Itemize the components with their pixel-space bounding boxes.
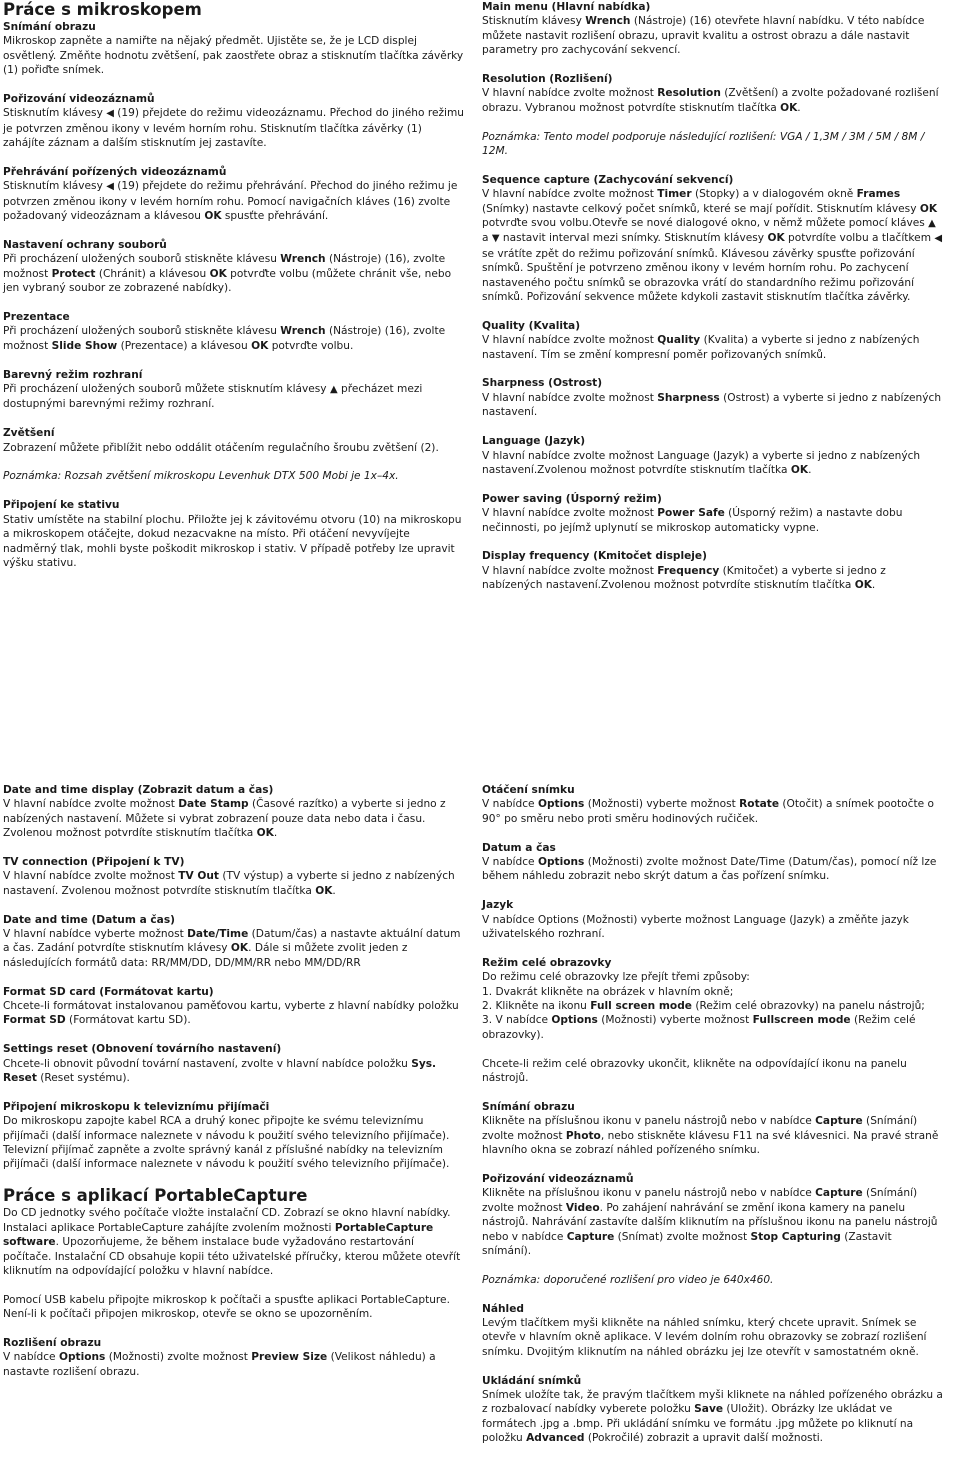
section-text: Chcete-li formátovat instalovanou paměťovou kartu, vyberte z hlavní nabídky položku Format SD (Formátovat kartu SD). xyxy=(3,1000,459,1027)
section-image-capture xyxy=(3,20,465,78)
section-heading: Jazyk xyxy=(482,899,514,912)
section-video-capture xyxy=(482,1172,944,1258)
section-heading: Náhled xyxy=(482,1302,524,1315)
section-date-time xyxy=(3,913,465,971)
column-settings-software xyxy=(3,783,465,1394)
install-text: Do CD jednotky svého počítače vložte instalační CD. Zobrazí se okno hlavní nabídky. Instalaci aplikace PortableCapture zahájíte zvolením možnosti PortableCapture software. Upozorňujeme, že během instalace bude vyžadováno restartování počítače. Instalační CD obsahuje kopii této uživatelské příručky, kterou můžete otevřít kliknutím na odpovídající položku v hlavní nabídce. xyxy=(3,1207,461,1277)
section-heading: Date and time (Datum a čas) xyxy=(3,913,175,926)
section-heading: Rozlišení obrazu xyxy=(3,1336,102,1349)
list-item: 2. Klikněte na ikonu Full screen mode (Režim celé obrazovky) na panelu nástrojů; xyxy=(482,1000,925,1013)
section-sharpness xyxy=(482,376,944,419)
section-text: V nabídce Options (Možnosti) zvolte možnost Preview Size (Velikost náhledu) a nastavte rozlišení obrazu. xyxy=(3,1351,436,1378)
section-heading: Quality (Kvalita) xyxy=(482,319,581,332)
section-language-sw xyxy=(482,898,944,941)
section-heading: Přehrávání pořízených videozáznamů xyxy=(3,166,227,179)
section-heading: Language (Jazyk) xyxy=(482,435,586,448)
section-text: Klikněte na příslušnou ikonu v panelu nástrojů nebo v nabídce Capture (Snímání) zvolte možnost Video. Po zahájení nahrávání se změní ikona kamery na panelu nástrojů. Nahrávání zastavíte dalším kliknutím na příslušnou ikonu na panelu nástrojů nebo v nabídce Capture (Snímat) zvolte možnost Stop Capturing (Zastavit snímání). xyxy=(482,1187,938,1257)
section-main-menu xyxy=(482,0,944,58)
section-text: V hlavní nabídce vyberte možnost Date/Time (Datum/čas) a nastavte aktuální datum a čas. Zadání potvrdíte stisknutím klávesy OK. Dále si můžete zvolit jeden z následujících formátů data: RR/MM/DD, DD/MM/RR nebo MM/DD/RR xyxy=(3,928,461,969)
fullscreen-steps xyxy=(482,985,944,1043)
section-text: V hlavní nabídce zvolte možnost Sharpness (Ostrost) a vyberte si jedno z nabízených nastavení. xyxy=(482,391,942,419)
section-video-recording xyxy=(3,92,465,151)
video-resolution-note: Poznámka: doporučené rozlišení pro video je 640x460. xyxy=(482,1273,774,1286)
section-language xyxy=(482,434,944,477)
section-heading: Format SD card (Formátovat kartu) xyxy=(3,985,214,998)
section-text: Levým tlačítkem myši klikněte na náhled snímku, který chcete upravit. Snímek se otevře v hlavním okně aplikace. V levém dolním rohu obrazovky se zobrazí rozlišení snímku. Dvojitým kliknutím na náhled obrázku jej lze otevřít v samostatném okně. xyxy=(482,1316,927,1358)
section-display-frequency xyxy=(482,549,944,592)
section-heading: Main menu (Hlavní nabídka) xyxy=(482,1,651,13)
section-heading: Připojení ke stativu xyxy=(3,499,120,512)
section-tv-receiver xyxy=(3,1100,465,1172)
section-date-stamp xyxy=(3,783,465,841)
section-heading: Sharpness (Ostrost) xyxy=(482,377,603,390)
section-color-mode xyxy=(3,368,465,412)
section-settings-reset xyxy=(3,1042,465,1085)
section-heading: Snímání obrazu xyxy=(3,21,96,33)
section-video-playback xyxy=(3,165,465,224)
section-text: Snímek uložíte tak, že pravým tlačítkem myši kliknete na náhled pořízeného obrázku a z rozbalovací nabídky vyberete položku Save (Uložit). Obrázky lze ukládat ve formátech .jpg a .bmp. Při ukládání snímku ve formátu .jpg můžete po kliknutí na položku Advanced (Pokročilé) zobrazit a upravit další možnosti. xyxy=(482,1388,943,1445)
section-text: V hlavní nabídce zvolte možnost Date Stamp (Časové razítko) a vyberte si jedno z nabízených nastavení. Můžete si vybrat zobrazení pouze data nebo data i času. Zvolenou možnost potvrdíte stisknutím tlačítka OK. xyxy=(3,798,446,840)
up-arrow-icon: ▲ xyxy=(928,218,936,230)
section-saving xyxy=(482,1374,944,1446)
section-heading: Otáčení snímku xyxy=(482,784,575,796)
section-text: V hlavní nabídce zvolte možnost TV Out (TV výstup) a vyberte si jedno z nabízených nastavení. Zvolenou možnost potvrdíte stisknutím tlačítka OK. xyxy=(3,870,455,897)
portablecapture-title: Práce s aplikací PortableCapture xyxy=(3,1186,308,1206)
section-photo-capture xyxy=(482,1100,944,1158)
section-heading: Pořizování videozáznamů xyxy=(3,93,155,106)
section-preview xyxy=(482,1302,944,1360)
section-heading: Date and time display (Zobrazit datum a čas) xyxy=(3,784,274,796)
section-text: Stisknutím klávesy ◀ (19) přejdete do režimu přehrávání. Přechod do jiného režimu je potvrzen změnou ikony v levém horním rohu. Pomocí navigačních kláves (16) zvolte požadovaný videozáznam a klávesou OK spusťte přehrávání. xyxy=(3,180,458,223)
section-heading: Nastavení ochrany souborů xyxy=(3,239,167,252)
usb-text: Pomocí USB kabelu připojte mikroskop k počítači a spusťte aplikaci PortableCapture. Není-li k počítači připojen mikroskop, otevře se okno se upozorněním. xyxy=(3,1293,450,1321)
section-text: V hlavní nabídce zvolte možnost Frequency (Kmitočet) a vyberte si jedno z nabízených nastavení.Zvolenou možnost potvrdíte stisknutím tlačítka OK. xyxy=(482,564,886,592)
section-text: V hlavní nabídce zvolte možnost Timer (Stopky) a v dialogovém okně Frames (Snímky) nastavte celkový počet snímků, které se mají pořídit. Stisknutím klávesy OK potvrďte svou volbu.Otevře se nové dialogové okno, v němž můžete pomocí kláves ▲ a ▼ nastavit interval mezi snímky. Stisknutím klávesy OK potvrdíte volbu a tlačítkem ◀ se vrátíte zpět do režimu pořizování snímků. Klávesou závěrky spusťte pořizování snímků. Spuštění je potvrzeno změnou ikony v levém horním rohu. Po zachycení nastaveného počtu snímků se obrazovka vrátí do standardního režimu pořizování snímků. Pořizování sekvence můžete kdykoli zastavit stisknutím tlačítka závěrky. xyxy=(482,188,943,304)
section-text: Mikroskop zapněte a namiřte na nějaký předmět. Ujistěte se, že je LCD displej osvětlený. Změňte hodnotu zvětšení, pak zaostřete obraz a stisknutím tlačítka závěrky (1) pořiďte snímek. xyxy=(3,35,464,77)
section-heading: Barevný režim rozhraní xyxy=(3,368,143,381)
section-heading: Sequence capture (Zachycování sekvencí) xyxy=(482,173,734,186)
section-resolution xyxy=(482,72,944,115)
section-text: Stisknutím klávesy Wrench (Nástroje) (16) otevřete hlavní nabídku. V této nabídce můžete nastavit rozlišení obrazu, upravit kvalitu a ostrost obrazu a dále nastavit parametry pro zachycování sekvencí. xyxy=(482,15,925,57)
section-text: V nabídce Options (Možnosti) vyberte možnost Language (Jazyk) a změňte jazyk uživatelského rozhraní. xyxy=(482,913,909,941)
section-rotate xyxy=(482,783,944,826)
section-heading: Ukládání snímků xyxy=(482,1374,582,1387)
page-title: Práce s mikroskopem xyxy=(3,0,202,19)
up-arrow-icon: ▲ xyxy=(329,384,338,396)
left-arrow-icon: ◀ xyxy=(106,108,114,120)
list-item: 3. V nabídce Options (Možnosti) vyberte možnost Fullscreen mode (Režim celé obrazovky). xyxy=(482,1014,916,1041)
column-software-options xyxy=(482,783,944,1460)
section-heading: Prezentace xyxy=(3,311,70,324)
resolution-note: Poznámka: Tento model podporuje následující rozlišení: VGA / 1,3M / 3M / 5M / 8M / 12M. xyxy=(482,130,925,158)
section-heading: Datum a čas xyxy=(482,841,556,854)
section-file-protection xyxy=(3,238,465,296)
magnification-note: Poznámka: Rozsah zvětšení mikroskopu Levenhuk DTX 500 Mobi je 1x–4x. xyxy=(3,470,399,483)
section-format-sd xyxy=(3,985,465,1028)
down-arrow-icon: ▼ xyxy=(491,233,500,245)
section-text: Při procházení uložených souborů můžete stisknutím klávesy ▲ přecházet mezi dostupnými barevnými režimy rozhraní. xyxy=(3,383,423,411)
section-heading: Resolution (Rozlišení) xyxy=(482,73,613,86)
section-text: V nabídce Options (Možnosti) vyberte možnost Rotate (Otočit) a snímek pootočte o 90° po směru nebo proti směru hodinových ručiček. xyxy=(482,798,934,825)
section-heading: TV connection (Připojení k TV) xyxy=(3,856,185,869)
section-text: V hlavní nabídce zvolte možnost Language (Jazyk) a vyberte si jedno z nabízených nastavení.Zvolenou možnost potvrdíte stisknutím tlačítka OK. xyxy=(482,449,921,476)
section-heading: Settings reset (Obnovení továrního nastavení) xyxy=(3,1043,282,1056)
section-tv-connection xyxy=(3,855,465,898)
section-heading: Snímání obrazu xyxy=(482,1100,575,1113)
section-slideshow xyxy=(3,310,465,353)
section-heading: Režim celé obrazovky xyxy=(482,956,612,969)
section-datetime-sw xyxy=(482,841,944,884)
section-text: Při procházení uložených souborů stiskněte klávesu Wrench (Nástroje) (16), zvolte možnost Protect (Chránit) a klávesou OK potvrďte volbu (můžete chránit vše, nebo jen vybraný soubor ze zobrazené nabídky). xyxy=(3,253,452,295)
list-item: 1. Dvakrát klikněte na obrázek v hlavním okně; xyxy=(482,985,734,998)
section-quality xyxy=(482,319,944,362)
section-text: V hlavní nabídce zvolte možnost Quality (Kvalita) a vyberte si jedno z nabízených nastavení. Tím se změní kompresní poměr pořizovaných snímků. xyxy=(482,334,920,361)
left-arrow-icon: ◀ xyxy=(934,233,943,245)
section-text: V nabídce Options (Možnosti) zvolte možnost Date/Time (Datum/čas), pomocí níž lze během náhledu zobrazit nebo skrýt datum a čas pořízení snímku. xyxy=(482,856,937,883)
section-text: Chcete-li obnovit původní tovární nastavení, zvolte v hlavní nabídce položku Sys. Reset (Reset systému). xyxy=(3,1057,437,1085)
section-fullscreen xyxy=(482,956,944,1042)
section-power-saving xyxy=(482,492,944,535)
section-heading: Připojení mikroskopu k televiznímu přijímači xyxy=(3,1100,270,1113)
section-text: Stisknutím klávesy ◀ (19) přejdete do režimu videozáznamu. Přechod do jiného režimu je potvrzen změnou ikony v levém horním rohu. Stisknutím tlačítka závěrky (1) zahájíte záznam a dalším stisknutím jej zastavíte. xyxy=(3,107,465,150)
column-main-menu xyxy=(482,0,944,607)
section-heading: Display frequency (Kmitočet displeje) xyxy=(482,550,707,563)
section-text: V hlavní nabídce zvolte možnost Resolution (Zvětšení) a zvolte požadované rozlišení obrazu. Vybranou možnost potvrdíte stisknutím tlačítka OK. xyxy=(482,87,939,114)
section-heading: Pořizování videozáznamů xyxy=(482,1172,634,1185)
section-text: Do režimu celé obrazovky lze přejít třemi způsoby: xyxy=(482,971,750,984)
section-text: Klikněte na příslušnou ikonu v panelu nástrojů nebo v nabídce Capture (Snímání) zvolte možnost Photo, nebo stiskněte klávesu F11 na své klávesnici. Na pravé straně hlavního okna se zobrazí náhled pořízeného snímku. xyxy=(482,1115,939,1157)
section-text: Zobrazení můžete přiblížit nebo oddálit otáčením regulačního šroubu zvětšení (2). xyxy=(3,441,439,454)
section-tripod xyxy=(3,498,465,570)
section-text: Do mikroskopu zapojte kabel RCA a druhý konec připojte ke svému televiznímu přijímači (další informace naleznete v návodu k použití svého televizního přijímače). Televizní přijímač zapněte a zvolte správný kanál z příslušné nabídky na televizním přijímači (další informace naleznete v návodu k použití svého televizního přijímače). xyxy=(3,1115,450,1171)
section-text: V hlavní nabídce zvolte možnost Power Safe (Úsporný režim) a nastavte dobu nečinnosti, po jejímž uplynutí se mikroskop automaticky vypne. xyxy=(482,507,903,534)
section-text: Při procházení uložených souborů stiskněte klávesu Wrench (Nástroje) (16), zvolte možnost Slide Show (Prezentace) a klávesou OK potvrďte volbu. xyxy=(3,325,446,352)
section-preview-size xyxy=(3,1336,465,1379)
section-sequence-capture xyxy=(482,173,944,305)
column-microscope-usage xyxy=(3,0,465,585)
section-heading: Zvětšení xyxy=(3,427,55,440)
section-heading: Power saving (Úsporný režim) xyxy=(482,492,662,505)
section-magnification xyxy=(3,426,465,455)
section-text: Stativ umístěte na stabilní plochu. Přiložte jej k závitovému otvoru (10) na mikroskopu a mikroskopem otáčejte, dokud nezacvakne na místo. Při otáčení nevyvíjejte nadměrný tlak, mohli byste poškodit mikroskop i stativ. V případě potřeby lze upravit výšku stativu. xyxy=(3,513,462,569)
left-arrow-icon: ◀ xyxy=(106,181,114,193)
fullscreen-exit-text: Chcete-li režim celé obrazovky ukončit, klikněte na odpovídající ikonu na panelu nástrojů. xyxy=(482,1057,907,1085)
